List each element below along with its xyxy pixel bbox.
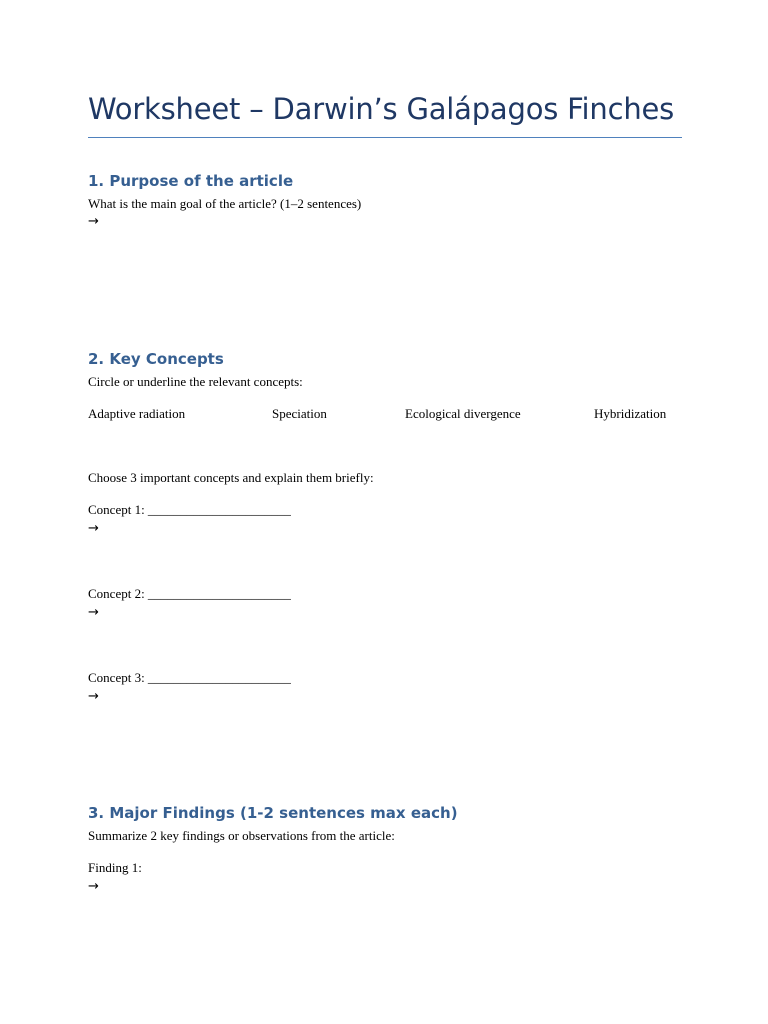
page-title: Worksheet – Darwin’s Galápagos Finches xyxy=(88,92,675,126)
section-2-heading: 2. Key Concepts xyxy=(88,350,224,368)
concept-1-label: Concept 1: ______________________ xyxy=(88,502,291,517)
concept-2-answer-arrow: → xyxy=(88,605,99,620)
section-3-heading: 3. Major Findings (1-2 sentences max each) xyxy=(88,804,458,822)
section-1-answer-arrow: → xyxy=(88,214,99,229)
concept-3-label: Concept 3: ______________________ xyxy=(88,670,291,685)
section-2-choose-prompt: Choose 3 important concepts and explain them briefly: xyxy=(88,470,374,485)
concept-1-answer-arrow: → xyxy=(88,521,99,536)
section-3-prompt: Summarize 2 key findings or observations from the article: xyxy=(88,828,395,843)
title-divider xyxy=(88,137,682,138)
concept-option-speciation: Speciation xyxy=(272,406,327,421)
concept-option-hybridization: Hybridization xyxy=(594,406,667,421)
concept-3-answer-arrow: → xyxy=(88,689,99,704)
section-1-prompt: What is the main goal of the article? (1–2 sentences) xyxy=(88,196,362,211)
concept-option-ecological-divergence: Ecological divergence xyxy=(405,406,521,421)
finding-1-label: Finding 1: xyxy=(88,860,142,875)
finding-1-answer-arrow: → xyxy=(88,879,99,894)
concept-option-adaptive-radiation: Adaptive radiation xyxy=(88,406,186,421)
concept-2-label: Concept 2: ______________________ xyxy=(88,586,291,601)
section-1-heading: 1. Purpose of the article xyxy=(88,172,294,190)
section-2-prompt: Circle or underline the relevant concepts: xyxy=(88,374,303,389)
